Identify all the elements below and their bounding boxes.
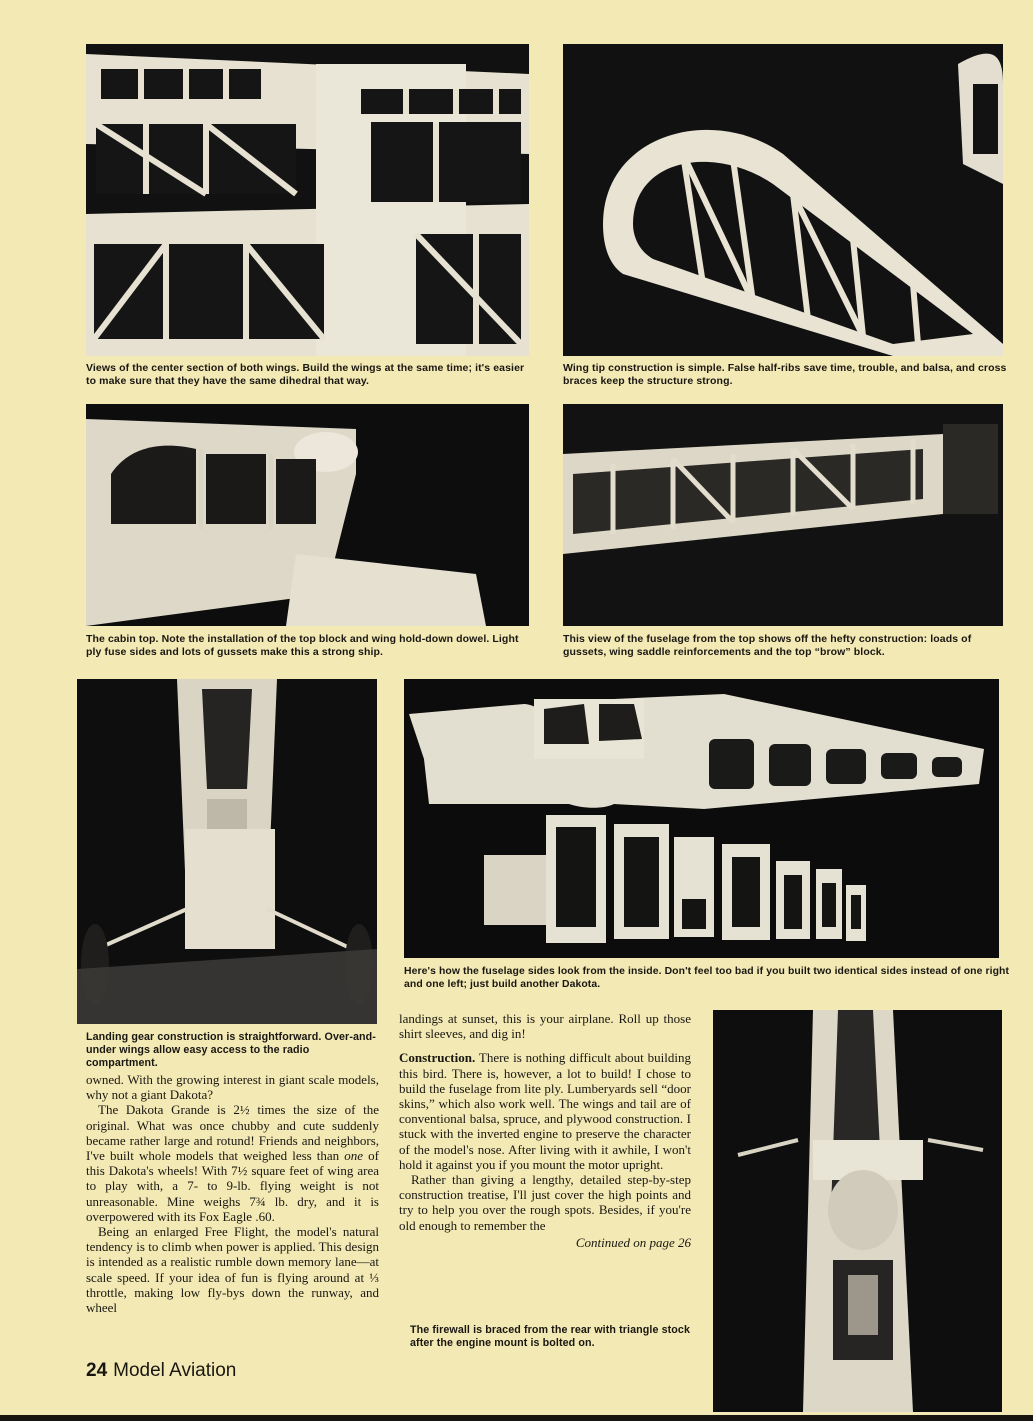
article-paragraph: Rather than giving a lengthy, detailed step-by-step construction treatise, I'll just cover the high points and try to help you over the rough spots. Besides, if you're old enough to remember the (399, 1172, 691, 1233)
photo-wing-center-sections (86, 44, 529, 356)
caption-fuselage-sides: Here's how the fuselage sides look from the inside. Don't feel too bad if you built two identical sides instead of one right and one left; just build another Dakota. (404, 966, 1010, 990)
page-number: 24 (86, 1360, 108, 1381)
magazine-title: Model Aviation (113, 1360, 237, 1381)
photo-cabin-top (86, 404, 529, 626)
caption-cabin-top: The cabin top. Note the installation of the top block and wing hold-down dowel. Light ply fuse sides and lots of gussets make this a strong ship. (86, 633, 519, 658)
caption-fuselage-top: This view of the fuselage from the top shows off the hefty construction: loads of gussets, wing saddle reinforcements and the top “brow” block. (563, 633, 972, 658)
article-column-left (86, 1072, 379, 1315)
caption-wing-center-sections: Views of the center section of both wings. Build the wings at the same time; it's easier to make sure that they have the same dihedral that way. (86, 362, 525, 387)
article-paragraph: Being an enlarged Free Flight, the model's natural tendency is to climb when power is applied. This design is intended as a realistic rumble down memory lane—at scale speed. If your idea of fun is flying around at ⅓ throttle, making low fly-bys down the runway, and wheel (86, 1224, 379, 1316)
photo-wing-tip (563, 44, 1003, 356)
photo-fuselage-top (563, 404, 1003, 626)
photo-landing-gear (77, 679, 377, 1024)
article-paragraph: owned. With the growing interest in giant scale models, why not a giant Dakota? (86, 1072, 379, 1103)
article-paragraph: The Dakota Grande is 2½ times the size of the original. What was once chubby and cute suddenly became rather large and rotund! Friends and neighbors, I've built whole models that weighed less than one of this Dakota's wheels! With 7½ square feet of wing area to play with, a 7- to 9-lb. flying weight is not unreasonable. Mine weighs 7¾ lb. dry, and it is overpowered with its Fox Eagle .60. (86, 1102, 379, 1224)
photo-fuselage-sides (404, 679, 999, 958)
caption-firewall: The firewall is braced from the rear with triangle stock after the engine mount is bolted on. (410, 1324, 690, 1349)
continued-note: Continued on page 26 (575, 1234, 691, 1250)
section-heading: Construction. (399, 1050, 476, 1066)
article-column-middle (399, 1011, 691, 1250)
caption-wing-tip: Wing tip construction is simple. False half-ribs save time, trouble, and balsa, and cross braces keep the structure strong. (563, 362, 1007, 387)
article-paragraph: landings at sunset, this is your airplane. Roll up those shirt sleeves, and dig in! (399, 1011, 691, 1042)
caption-landing-gear: Landing gear construction is straightforward. Over-and-under wings allow easy access to the radio compartment. (86, 1031, 376, 1069)
photo-firewall (713, 1010, 1002, 1412)
article-paragraph: Construction. There is nothing difficult about building this bird. There is, however, a lot to build! I chose to build the fuselage from lite ply. Lumberyards sell “door skins,” which also work well. The wings and tail are of conventional balsa, spruce, and plywood construction. I stuck with the inverted engine to preserve the character of the model's nose. After living with it awhile, I won't hold it against you if you mount the motor upright. (399, 1050, 691, 1172)
page-edge-shadow (0, 1415, 1033, 1421)
page-footer (86, 1360, 236, 1382)
